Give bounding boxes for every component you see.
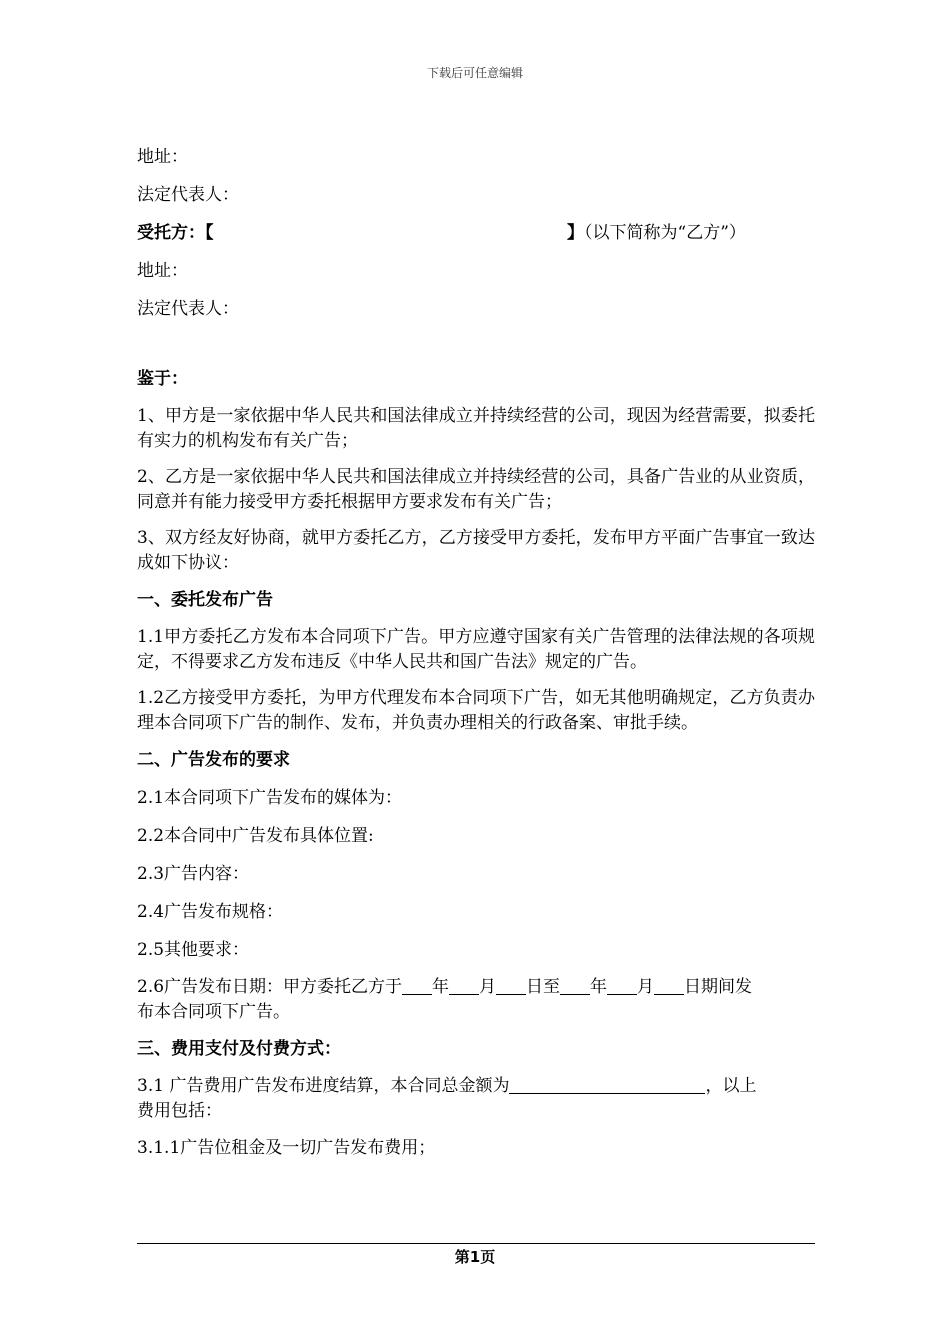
- clause-2-2: 2.2本合同中广告发布具体位置:: [137, 826, 374, 846]
- clause-1-2: 1.2乙方接受甲方委托，为甲方代理发布本合同项下广告，如无其他明确规定，乙方负责办理本合同项下广告的制作、发布，并负责办理相关的行政备案、审批手续。: [137, 688, 815, 733]
- year-label: 年: [432, 977, 450, 997]
- month-label: 月: [637, 977, 655, 997]
- clause-3-1-suffix: ，以上: [705, 1076, 757, 1096]
- month-label: 月: [479, 977, 497, 997]
- footer-divider: [137, 1243, 815, 1244]
- day-to-label: 日至: [526, 977, 561, 997]
- section-1-title: 一、委托发布广告: [137, 590, 273, 610]
- clause-2-6-line2: 布本合同项下广告。: [137, 1002, 290, 1022]
- blank-field[interactable]: [607, 976, 637, 995]
- clause-3-1-1: 3.1.1广告位租金及一切广告发布费用；: [137, 1138, 436, 1158]
- page-header: 下载后可任意编辑: [426, 66, 523, 80]
- clause-3-1-line2: 费用包括：: [137, 1101, 222, 1121]
- clause-2-6-prefix: 2.6广告发布日期：甲方委托乙方于: [137, 977, 403, 997]
- party-b-line: [137, 220, 815, 246]
- party-b-address-label: 地址：: [137, 261, 188, 281]
- blank-field[interactable]: [449, 976, 479, 995]
- clause-2-6: [137, 975, 815, 1025]
- clause-3-1: [137, 1074, 815, 1124]
- section-3-title: 三、费用支付及付费方式：: [137, 1039, 341, 1059]
- clause-1-1: 1.1甲方委托乙方发布本合同项下广告。甲方应遵守国家有关广告管理的法律法规的各项规定，不得要求乙方发布违反《中华人民共和国广告法》规定的广告。: [137, 627, 815, 672]
- clause-2-1: 2.1本合同项下广告发布的媒体为：: [137, 788, 403, 808]
- party-b-alias-wrap: [567, 220, 746, 246]
- whereas-item: 2、乙方是一家依据中华人民共和国法律成立并持续经营的公司，具备广告业的从业资质，同意并有能力接受甲方委托根据甲方要求发布有关广告；: [137, 467, 815, 512]
- clause-3-1-prefix: 3.1 广告费用广告发布进度结算，本合同总金额为: [137, 1076, 510, 1096]
- party-b-bracket-close: 】: [567, 223, 584, 243]
- spacer: [137, 334, 815, 366]
- blank-field[interactable]: [560, 976, 590, 995]
- whereas-item: 3、双方经友好协商，就甲方委托乙方，乙方接受甲方委托，发布甲方平面广告事宜一致达成如下协议：: [137, 528, 815, 573]
- page-number: 第1页: [454, 1248, 496, 1266]
- amount-blank-field[interactable]: [509, 1075, 705, 1094]
- clause-2-4: 2.4广告发布规格：: [137, 902, 284, 922]
- year-label: 年: [590, 977, 608, 997]
- blank-field[interactable]: [402, 976, 432, 995]
- document-body: [137, 144, 815, 1173]
- section-2-title: 二、广告发布的要求: [137, 750, 290, 770]
- party-b-label: 受托方：【: [137, 223, 214, 243]
- clause-2-3: 2.3广告内容：: [137, 864, 250, 884]
- party-a-address-label: 地址：: [137, 147, 188, 167]
- party-b-representative-label: 法定代表人：: [137, 299, 239, 319]
- blank-field[interactable]: [654, 976, 684, 995]
- whereas-item: 1、甲方是一家依据中华人民共和国法律成立并持续经营的公司，现因为经营需要，拟委托有实力的机构发布有关广告；: [137, 406, 815, 451]
- clause-2-6-suffix: 日期间发: [684, 977, 753, 997]
- whereas-title: 鉴于：: [137, 369, 188, 389]
- clause-2-5: 2.5其他要求：: [137, 940, 250, 960]
- blank-field[interactable]: [496, 976, 526, 995]
- party-b-alias: （以下简称为“乙方”）: [584, 223, 746, 243]
- party-a-representative-label: 法定代表人：: [137, 185, 239, 205]
